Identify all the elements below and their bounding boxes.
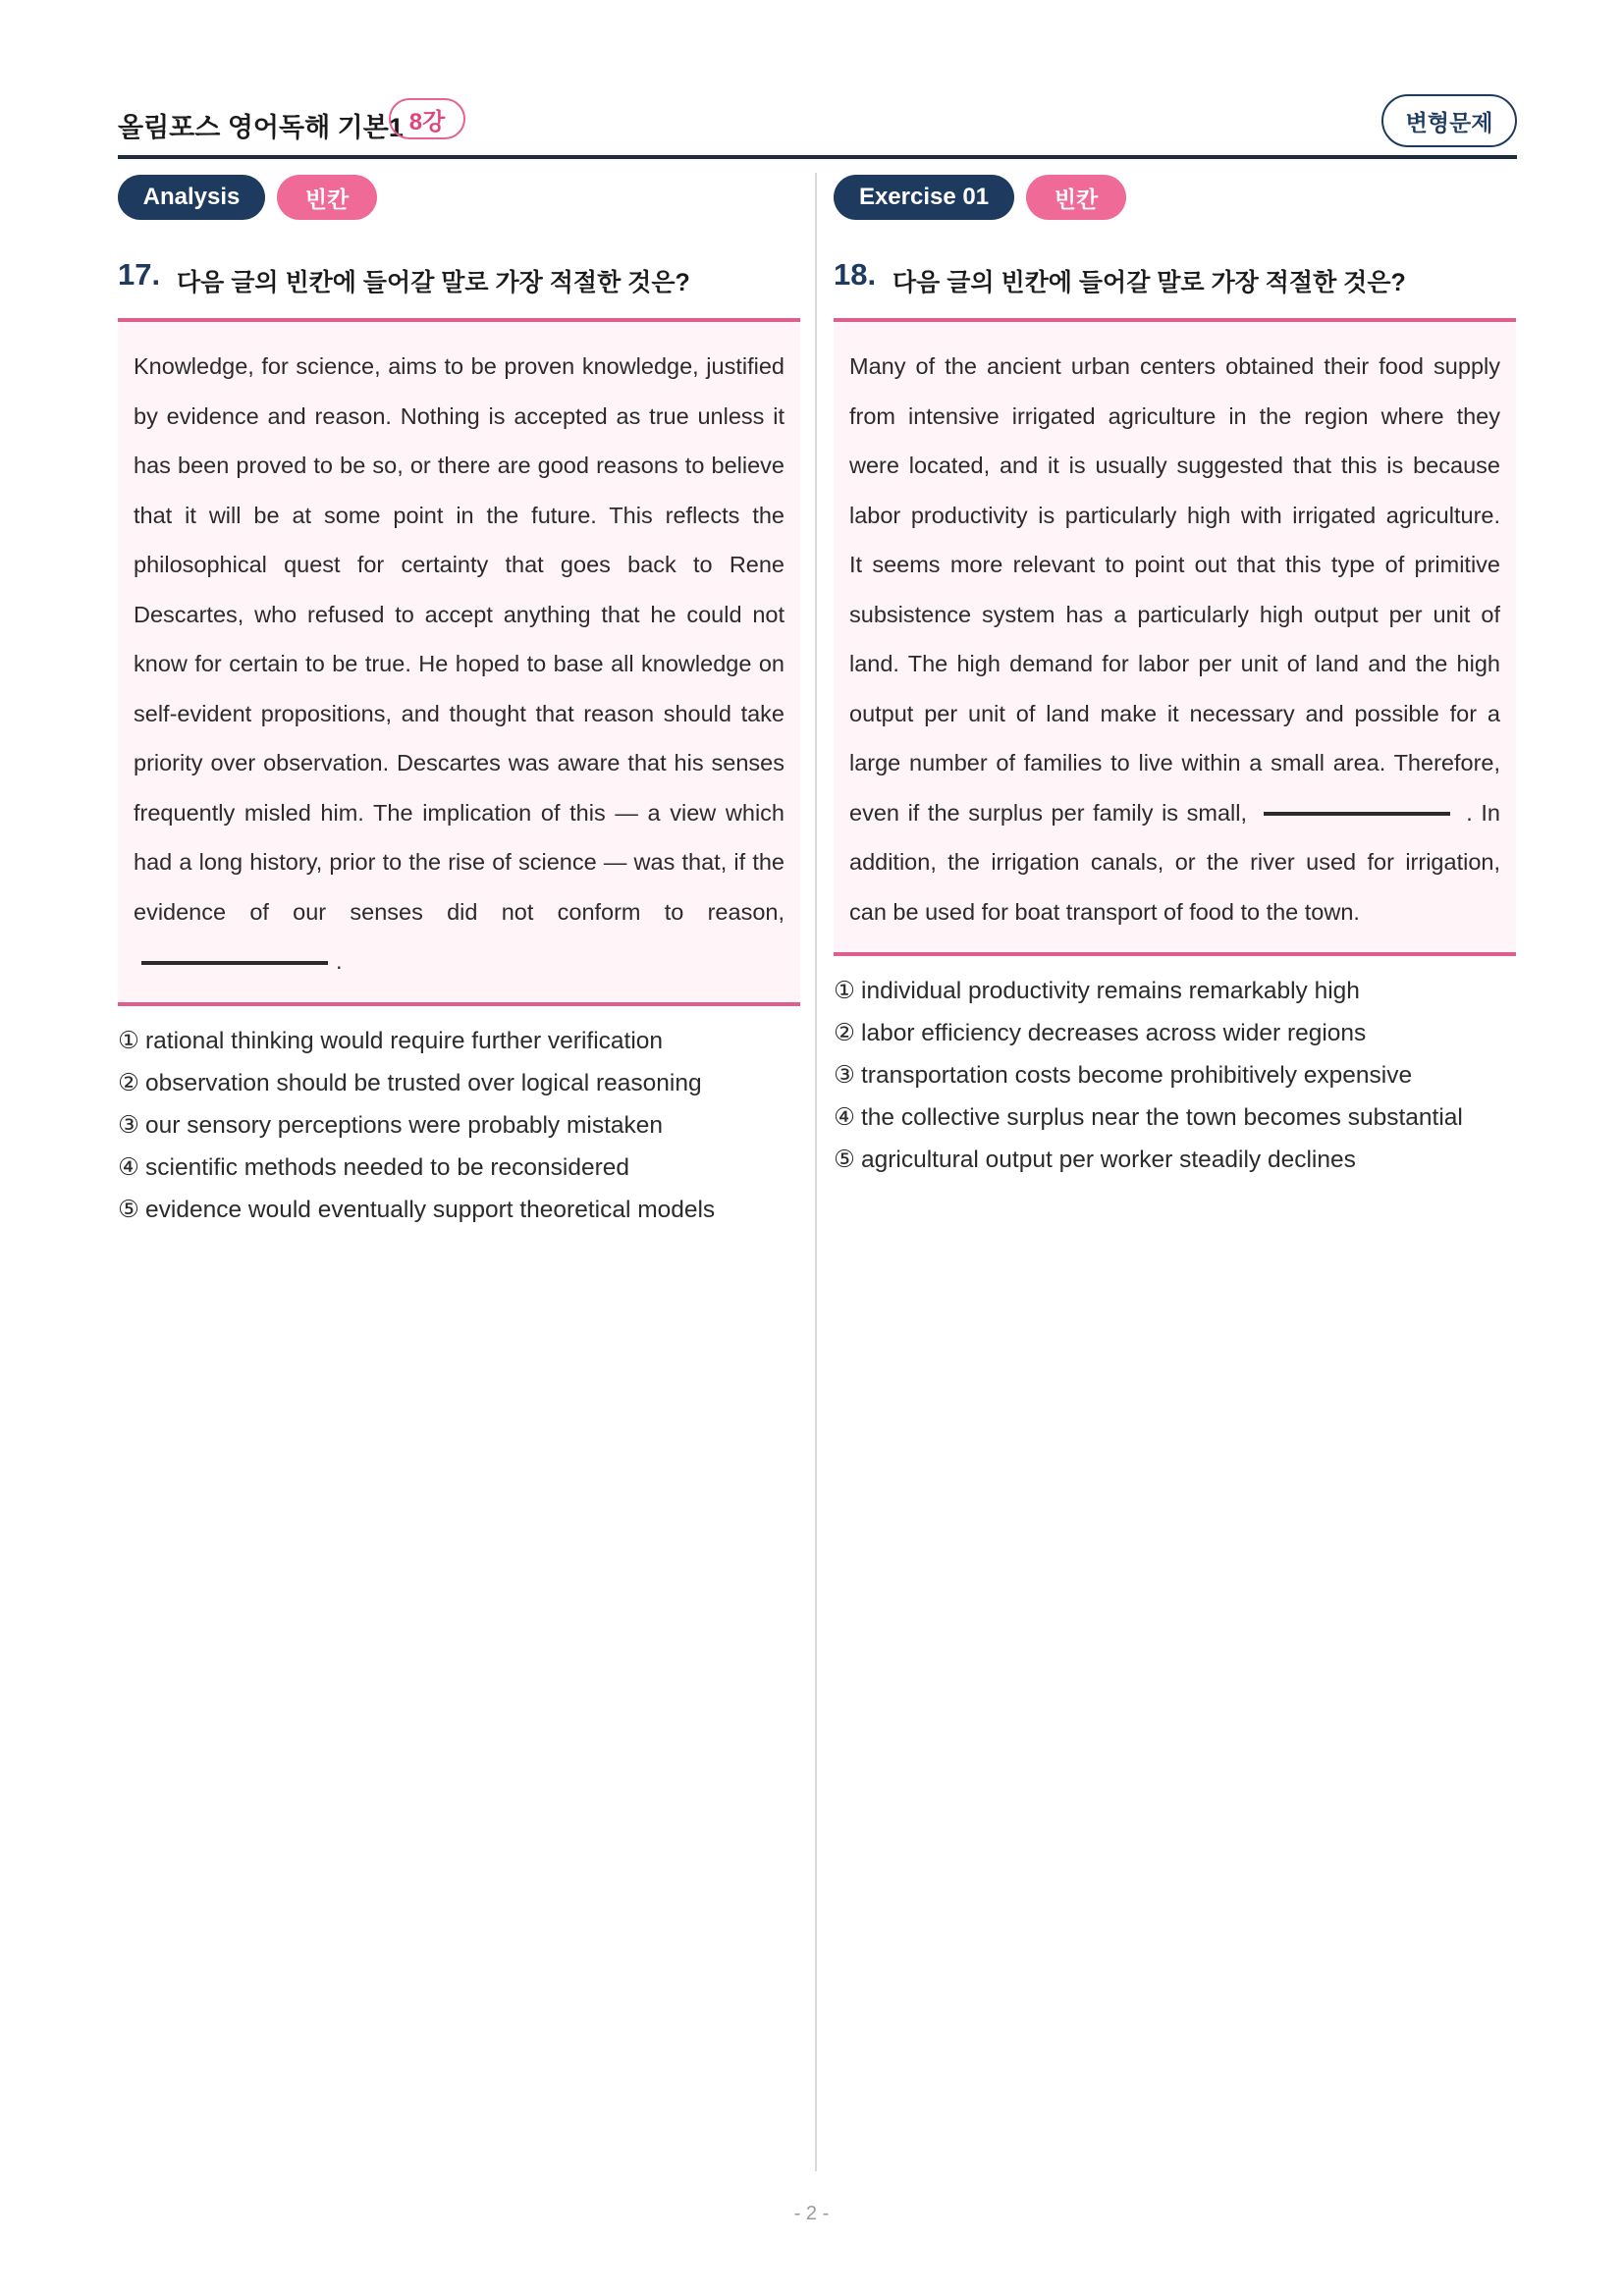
passage-line: philosophical quest for certainty that goes back to Rene xyxy=(134,552,784,577)
option-4[interactable] xyxy=(118,1147,800,1189)
option-text: the collective surplus near the town becomes substantial xyxy=(861,1104,1463,1131)
option-mark: ④ xyxy=(834,1104,855,1131)
question-number: 17. xyxy=(118,257,161,292)
passage-box xyxy=(834,318,1516,956)
option-text: labor efficiency decreases across wider regions xyxy=(861,1020,1367,1046)
type-tag-blank: 빈칸 xyxy=(277,175,377,220)
passage-line: has been proved to be so, or there are good reasons to believe xyxy=(134,453,784,478)
passage-line: can be used for boat transport of food to the town. xyxy=(849,898,1360,925)
passage-line: from intensive irrigated agriculture in the region where they xyxy=(849,402,1500,429)
passage-line: output per unit of land make it necessary and possible for a xyxy=(849,700,1500,726)
option-mark: ① xyxy=(834,978,855,1004)
left-tags xyxy=(118,173,800,222)
option-mark: ③ xyxy=(834,1062,855,1089)
header-rule xyxy=(118,155,1517,159)
passage-line: labor productivity is particularly high with irrigated agriculture. xyxy=(849,502,1500,528)
answer-blank xyxy=(1264,812,1450,816)
passage-line: evidence of our senses did not conform to reason, xyxy=(134,898,784,925)
question-prompt: 다음 글의 빈칸에 들어갈 말로 가장 적절한 것은? xyxy=(893,269,1406,296)
right-column xyxy=(834,173,1516,1181)
passage-line: land. The high demand for labor per unit of land and the high xyxy=(849,651,1500,676)
option-4[interactable] xyxy=(834,1096,1516,1139)
right-tags xyxy=(834,173,1516,222)
option-mark: ② xyxy=(834,1020,855,1046)
answer-options xyxy=(834,970,1516,1181)
passage-line: frequently misled him. The implication of this — a view which xyxy=(134,799,784,826)
option-2[interactable] xyxy=(118,1062,800,1104)
passage-line: Many of the ancient urban centers obtained their food supply xyxy=(849,353,1500,379)
column-divider xyxy=(815,173,817,2171)
option-5[interactable] xyxy=(834,1139,1516,1181)
book-title: 올림포스 영어독해 기본1 xyxy=(118,113,404,142)
passage-line: Knowledge, for science, aims to be proven knowledge, justified xyxy=(134,353,784,379)
blank-line-after: . In xyxy=(1466,799,1500,826)
question-prompt: 다음 글의 빈칸에 들어갈 말로 가장 적절한 것은? xyxy=(177,269,690,296)
page-header xyxy=(118,94,1517,149)
option-2[interactable] xyxy=(834,1012,1516,1054)
problem-type-badge: 변형문제 xyxy=(1381,94,1517,147)
passage-line: by evidence and reason. Nothing is accepted as true unless it xyxy=(134,402,784,429)
left-column xyxy=(118,173,800,1231)
answer-blank xyxy=(141,961,328,965)
passage-line: Descartes, who refused to accept anything that he could not xyxy=(134,601,784,627)
passage-line: were located, and it is usually suggested that this is because xyxy=(849,453,1500,478)
passage-line: It seems more relevant to point out that this type of primitive xyxy=(849,552,1500,577)
passage-blank-line xyxy=(849,788,1500,838)
passage-end: . xyxy=(336,948,343,974)
question-heading xyxy=(118,257,800,296)
passage-line: addition, the irrigation canals, or the river used for irrigation, xyxy=(849,849,1500,875)
option-3[interactable] xyxy=(834,1054,1516,1096)
option-text: observation should be trusted over logical reasoning xyxy=(145,1069,702,1096)
option-1[interactable] xyxy=(118,1020,800,1062)
option-text: our sensory perceptions were probably mistaken xyxy=(145,1111,664,1139)
option-mark: ⑤ xyxy=(834,1147,855,1173)
passage-box xyxy=(118,318,800,1006)
passage-line: had a long history, prior to the rise of science — was that, if the xyxy=(134,849,784,875)
section-tag-analysis: Analysis xyxy=(118,175,265,220)
passage-line: self-evident propositions, and thought that reason should take xyxy=(134,700,784,726)
option-text: scientific methods needed to be reconsidered xyxy=(145,1153,630,1181)
option-mark: ⑤ xyxy=(118,1196,139,1223)
passage-line: priority over observation. Descartes was aware that his senses xyxy=(134,750,784,775)
option-5[interactable] xyxy=(118,1189,800,1231)
passage-line: subsistence system has a particularly high output per unit of xyxy=(849,601,1500,627)
option-text: evidence would eventually support theoretical models xyxy=(145,1196,716,1223)
page-number: - 2 - xyxy=(793,2203,830,2224)
option-text: rational thinking would require further verification xyxy=(145,1027,664,1054)
section-tag-exercise: Exercise 01 xyxy=(834,175,1014,220)
option-mark: ② xyxy=(118,1069,139,1096)
passage-line: know for certain to be true. He hoped to base all knowledge on xyxy=(134,651,784,676)
question-heading xyxy=(834,257,1516,296)
blank-line-before: even if the surplus per family is small, xyxy=(849,799,1248,826)
option-text: individual productivity remains remarkably high xyxy=(861,978,1360,1004)
option-text: agricultural output per worker steadily declines xyxy=(861,1147,1356,1173)
passage-line: large number of families to live within a small area. Therefore, xyxy=(849,750,1500,775)
option-text: transportation costs become prohibitively expensive xyxy=(861,1062,1413,1089)
question-number: 18. xyxy=(834,257,877,292)
type-tag-blank: 빈칸 xyxy=(1026,175,1126,220)
passage-line: that it will be at some point in the future. This reflects the xyxy=(134,502,784,528)
lesson-badge: 8강 xyxy=(389,98,465,139)
passage-blank-line xyxy=(134,936,784,987)
option-mark: ④ xyxy=(118,1153,139,1181)
option-mark: ① xyxy=(118,1027,139,1054)
option-1[interactable] xyxy=(834,970,1516,1012)
answer-options xyxy=(118,1020,800,1231)
option-3[interactable] xyxy=(118,1104,800,1147)
option-mark: ③ xyxy=(118,1111,139,1139)
